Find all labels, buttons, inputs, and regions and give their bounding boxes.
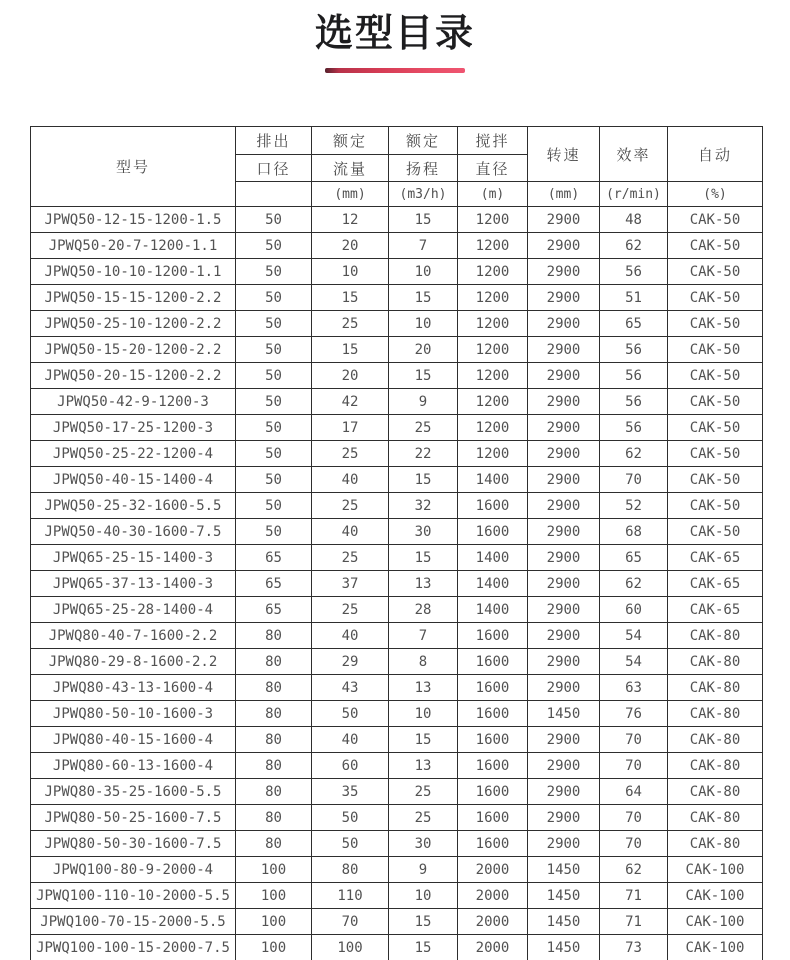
cell-efficiency: 64 [600,779,668,805]
cell-mixing-diameter: 1600 [458,493,528,519]
cell-outlet-diameter: 50 [236,441,312,467]
cell-efficiency: 70 [600,805,668,831]
cell-rated-flow: 25 [312,493,389,519]
cell-rated-flow: 43 [312,675,389,701]
cell-speed: 2900 [528,285,600,311]
cell-rated-head: 30 [389,519,458,545]
cell-speed: 2900 [528,363,600,389]
cell-model: JPWQ50-25-32-1600-5.5 [31,493,236,519]
cell-coupler: CAK-80 [668,623,763,649]
cell-model: JPWQ80-35-25-1600-5.5 [31,779,236,805]
cell-mixing-diameter: 1600 [458,727,528,753]
cell-speed: 2900 [528,545,600,571]
cell-coupler: CAK-100 [668,857,763,883]
cell-efficiency: 54 [600,649,668,675]
cell-model: JPWQ100-80-9-2000-4 [31,857,236,883]
cell-rated-head: 10 [389,259,458,285]
cell-speed: 2900 [528,831,600,857]
table-row [31,519,763,545]
cell-speed: 2900 [528,727,600,753]
cell-mixing-diameter: 2000 [458,857,528,883]
cell-speed: 2900 [528,311,600,337]
cell-model: JPWQ50-42-9-1200-3 [31,389,236,415]
cell-rated-flow: 70 [312,909,389,935]
cell-rated-flow: 10 [312,259,389,285]
cell-rated-flow: 25 [312,311,389,337]
cell-rated-head: 15 [389,909,458,935]
cell-efficiency: 70 [600,727,668,753]
cell-speed: 2900 [528,779,600,805]
table-row [31,285,763,311]
cell-speed: 2900 [528,571,600,597]
cell-mixing-diameter: 1200 [458,285,528,311]
cell-rated-head: 15 [389,285,458,311]
cell-rated-head: 20 [389,337,458,363]
cell-mixing-diameter: 1400 [458,545,528,571]
cell-efficiency: 56 [600,389,668,415]
cell-rated-head: 15 [389,935,458,960]
header-efficiency: 效率 [600,127,668,182]
cell-model: JPWQ80-40-7-1600-2.2 [31,623,236,649]
cell-mixing-diameter: 1600 [458,779,528,805]
header-mix-unit: (mm) [528,182,600,207]
cell-outlet-diameter: 100 [236,883,312,909]
cell-mixing-diameter: 1600 [458,805,528,831]
table-row [31,909,763,935]
cell-outlet-diameter: 50 [236,467,312,493]
header-head-line2: 扬程 [389,155,458,182]
page-title: 选型目录 [314,13,475,55]
cell-speed: 2900 [528,597,600,623]
cell-mixing-diameter: 1600 [458,519,528,545]
cell-model: JPWQ65-37-13-1400-3 [31,571,236,597]
cell-rated-head: 8 [389,649,458,675]
header-efficiency-unit: (%) [668,182,763,207]
table-row [31,207,763,233]
cell-rated-head: 9 [389,389,458,415]
table-row [31,727,763,753]
table-row [31,935,763,960]
cell-outlet-diameter: 50 [236,363,312,389]
cell-mixing-diameter: 1400 [458,597,528,623]
table-row [31,675,763,701]
cell-rated-head: 32 [389,493,458,519]
cell-mixing-diameter: 1600 [458,701,528,727]
cell-rated-flow: 25 [312,597,389,623]
cell-efficiency: 65 [600,311,668,337]
cell-outlet-diameter: 65 [236,597,312,623]
cell-rated-flow: 17 [312,415,389,441]
cell-efficiency: 70 [600,753,668,779]
cell-model: JPWQ50-20-7-1200-1.1 [31,233,236,259]
cell-efficiency: 56 [600,363,668,389]
cell-speed: 2900 [528,415,600,441]
header-outlet-line1: 排出 [236,127,312,155]
cell-outlet-diameter: 50 [236,259,312,285]
cell-efficiency: 71 [600,883,668,909]
cell-coupler: CAK-80 [668,727,763,753]
cell-rated-head: 25 [389,415,458,441]
cell-rated-flow: 60 [312,753,389,779]
cell-coupler: CAK-50 [668,311,763,337]
cell-efficiency: 68 [600,519,668,545]
cell-rated-head: 15 [389,545,458,571]
header-mix-line1: 搅拌 [458,127,528,155]
cell-mixing-diameter: 1600 [458,753,528,779]
cell-efficiency: 73 [600,935,668,960]
cell-mixing-diameter: 1200 [458,311,528,337]
cell-rated-flow: 110 [312,883,389,909]
header-flow-line1: 额定 [312,127,389,155]
cell-rated-head: 10 [389,311,458,337]
cell-speed: 2900 [528,493,600,519]
table-row [31,363,763,389]
cell-mixing-diameter: 2000 [458,909,528,935]
cell-outlet-diameter: 100 [236,857,312,883]
cell-mixing-diameter: 1600 [458,649,528,675]
cell-model: JPWQ50-40-15-1400-4 [31,467,236,493]
cell-speed: 2900 [528,441,600,467]
cell-mixing-diameter: 2000 [458,935,528,960]
cell-model: JPWQ100-70-15-2000-5.5 [31,909,236,935]
table-row [31,233,763,259]
cell-model: JPWQ50-15-15-1200-2.2 [31,285,236,311]
table-row [31,259,763,285]
table-row [31,467,763,493]
cell-rated-head: 13 [389,675,458,701]
cell-rated-flow: 100 [312,935,389,960]
table-row [31,311,763,337]
cell-mixing-diameter: 1200 [458,441,528,467]
cell-outlet-diameter: 50 [236,233,312,259]
cell-rated-flow: 15 [312,337,389,363]
cell-coupler: CAK-50 [668,337,763,363]
cell-speed: 2900 [528,519,600,545]
header-model-unit [236,182,312,207]
cell-rated-flow: 40 [312,727,389,753]
header-speed-unit: (r/min) [600,182,668,207]
cell-model: JPWQ50-15-20-1200-2.2 [31,337,236,363]
cell-speed: 1450 [528,935,600,960]
cell-rated-head: 10 [389,883,458,909]
cell-model: JPWQ50-40-30-1600-7.5 [31,519,236,545]
cell-model: JPWQ65-25-15-1400-3 [31,545,236,571]
cell-efficiency: 56 [600,415,668,441]
table-row [31,831,763,857]
cell-rated-flow: 12 [312,207,389,233]
cell-speed: 2900 [528,233,600,259]
cell-model: JPWQ80-43-13-1600-4 [31,675,236,701]
header-outlet-unit: (mm) [312,182,389,207]
cell-efficiency: 70 [600,831,668,857]
cell-outlet-diameter: 65 [236,571,312,597]
table-row [31,337,763,363]
cell-model: JPWQ80-50-25-1600-7.5 [31,805,236,831]
cell-efficiency: 62 [600,441,668,467]
cell-rated-head: 30 [389,831,458,857]
cell-efficiency: 76 [600,701,668,727]
cell-efficiency: 62 [600,571,668,597]
cell-rated-flow: 50 [312,831,389,857]
cell-model: JPWQ50-20-15-1200-2.2 [31,363,236,389]
cell-coupler: CAK-50 [668,207,763,233]
cell-speed: 1450 [528,909,600,935]
cell-efficiency: 52 [600,493,668,519]
cell-mixing-diameter: 1200 [458,363,528,389]
cell-outlet-diameter: 80 [236,701,312,727]
cell-efficiency: 60 [600,597,668,623]
cell-rated-flow: 25 [312,441,389,467]
cell-model: JPWQ80-29-8-1600-2.2 [31,649,236,675]
cell-rated-flow: 29 [312,649,389,675]
cell-speed: 1450 [528,883,600,909]
cell-outlet-diameter: 80 [236,727,312,753]
cell-efficiency: 65 [600,545,668,571]
cell-rated-head: 22 [389,441,458,467]
cell-coupler: CAK-50 [668,363,763,389]
cell-model: JPWQ80-60-13-1600-4 [31,753,236,779]
cell-speed: 1450 [528,857,600,883]
cell-coupler: CAK-50 [668,389,763,415]
cell-rated-flow: 15 [312,285,389,311]
table-row [31,805,763,831]
cell-mixing-diameter: 1200 [458,207,528,233]
cell-outlet-diameter: 50 [236,519,312,545]
table-row [31,779,763,805]
cell-model: JPWQ80-40-15-1600-4 [31,727,236,753]
cell-coupler: CAK-80 [668,675,763,701]
cell-rated-flow: 50 [312,701,389,727]
cell-efficiency: 51 [600,285,668,311]
cell-coupler: CAK-80 [668,753,763,779]
table-row [31,753,763,779]
cell-model: JPWQ100-100-15-2000-7.5 [31,935,236,960]
cell-model: JPWQ50-25-22-1200-4 [31,441,236,467]
cell-model: JPWQ50-25-10-1200-2.2 [31,311,236,337]
table-row [31,597,763,623]
cell-model: JPWQ50-10-10-1200-1.1 [31,259,236,285]
cell-coupler: CAK-50 [668,415,763,441]
cell-rated-flow: 42 [312,389,389,415]
cell-coupler: CAK-65 [668,571,763,597]
cell-coupler: CAK-80 [668,701,763,727]
header-outlet-line2: 口径 [236,155,312,182]
cell-outlet-diameter: 80 [236,649,312,675]
cell-rated-flow: 40 [312,467,389,493]
header-head-line1: 额定 [389,127,458,155]
cell-efficiency: 56 [600,259,668,285]
cell-rated-head: 25 [389,805,458,831]
cell-rated-flow: 35 [312,779,389,805]
table-row [31,623,763,649]
cell-mixing-diameter: 1600 [458,831,528,857]
table-row [31,883,763,909]
cell-model: JPWQ50-12-15-1200-1.5 [31,207,236,233]
cell-outlet-diameter: 100 [236,935,312,960]
cell-model: JPWQ80-50-30-1600-7.5 [31,831,236,857]
cell-outlet-diameter: 50 [236,285,312,311]
cell-outlet-diameter: 50 [236,389,312,415]
cell-outlet-diameter: 50 [236,207,312,233]
cell-model: JPWQ100-110-10-2000-5.5 [31,883,236,909]
cell-outlet-diameter: 50 [236,493,312,519]
table-row [31,441,763,467]
cell-outlet-diameter: 80 [236,623,312,649]
cell-rated-flow: 80 [312,857,389,883]
cell-outlet-diameter: 65 [236,545,312,571]
table-row [31,571,763,597]
header-coupler: 自动 [668,127,763,182]
cell-coupler: CAK-65 [668,545,763,571]
cell-speed: 2900 [528,623,600,649]
cell-mixing-diameter: 1200 [458,259,528,285]
cell-rated-head: 28 [389,597,458,623]
cell-outlet-diameter: 80 [236,675,312,701]
cell-speed: 1450 [528,701,600,727]
cell-model: JPWQ50-17-25-1200-3 [31,415,236,441]
cell-speed: 2900 [528,753,600,779]
cell-outlet-diameter: 80 [236,779,312,805]
cell-efficiency: 70 [600,467,668,493]
cell-mixing-diameter: 1600 [458,623,528,649]
cell-speed: 2900 [528,467,600,493]
cell-rated-head: 15 [389,467,458,493]
cell-speed: 2900 [528,649,600,675]
cell-speed: 2900 [528,207,600,233]
cell-outlet-diameter: 80 [236,753,312,779]
cell-mixing-diameter: 1200 [458,233,528,259]
cell-coupler: CAK-100 [668,935,763,960]
cell-efficiency: 63 [600,675,668,701]
cell-coupler: CAK-50 [668,467,763,493]
cell-speed: 2900 [528,337,600,363]
cell-mixing-diameter: 1200 [458,415,528,441]
cell-speed: 2900 [528,259,600,285]
cell-mixing-diameter: 2000 [458,883,528,909]
cell-coupler: CAK-80 [668,649,763,675]
header-model: 型号 [31,127,236,207]
cell-rated-flow: 37 [312,571,389,597]
table-row [31,545,763,571]
table-row [31,701,763,727]
cell-rated-head: 25 [389,779,458,805]
cell-coupler: CAK-50 [668,233,763,259]
cell-rated-flow: 40 [312,623,389,649]
cell-coupler: CAK-80 [668,831,763,857]
cell-speed: 2900 [528,389,600,415]
table-row [31,649,763,675]
selection-table [30,126,763,960]
cell-model: JPWQ80-50-10-1600-3 [31,701,236,727]
cell-efficiency: 71 [600,909,668,935]
cell-coupler: CAK-100 [668,909,763,935]
cell-mixing-diameter: 1200 [458,337,528,363]
cell-efficiency: 54 [600,623,668,649]
cell-outlet-diameter: 80 [236,805,312,831]
cell-rated-head: 15 [389,207,458,233]
header-speed: 转速 [528,127,600,182]
cell-coupler: CAK-80 [668,779,763,805]
cell-rated-head: 10 [389,701,458,727]
cell-rated-flow: 20 [312,363,389,389]
header-head-unit: (m) [458,182,528,207]
cell-mixing-diameter: 1600 [458,675,528,701]
table-body [31,207,763,960]
cell-outlet-diameter: 50 [236,311,312,337]
cell-outlet-diameter: 50 [236,337,312,363]
cell-mixing-diameter: 1400 [458,467,528,493]
header-flow-line2: 流量 [312,155,389,182]
cell-mixing-diameter: 1200 [458,389,528,415]
cell-coupler: CAK-50 [668,493,763,519]
cell-rated-head: 7 [389,233,458,259]
header-mix-line2: 直径 [458,155,528,182]
cell-efficiency: 62 [600,233,668,259]
cell-rated-head: 15 [389,363,458,389]
cell-coupler: CAK-80 [668,805,763,831]
title-underline [325,68,465,73]
cell-rated-flow: 40 [312,519,389,545]
cell-outlet-diameter: 80 [236,831,312,857]
cell-efficiency: 48 [600,207,668,233]
cell-model: JPWQ65-25-28-1400-4 [31,597,236,623]
cell-outlet-diameter: 50 [236,415,312,441]
cell-outlet-diameter: 100 [236,909,312,935]
cell-coupler: CAK-100 [668,883,763,909]
cell-coupler: CAK-50 [668,519,763,545]
cell-efficiency: 56 [600,337,668,363]
cell-rated-flow: 50 [312,805,389,831]
table-row [31,857,763,883]
cell-coupler: CAK-50 [668,285,763,311]
cell-rated-head: 9 [389,857,458,883]
cell-mixing-diameter: 1400 [458,571,528,597]
table-header [31,127,763,207]
cell-rated-head: 13 [389,753,458,779]
cell-rated-flow: 25 [312,545,389,571]
cell-coupler: CAK-50 [668,259,763,285]
cell-coupler: CAK-65 [668,597,763,623]
cell-rated-head: 15 [389,727,458,753]
cell-coupler: CAK-50 [668,441,763,467]
table-row [31,415,763,441]
header-flow-unit: (m3/h) [389,182,458,207]
cell-efficiency: 62 [600,857,668,883]
cell-speed: 2900 [528,805,600,831]
table-row [31,389,763,415]
cell-rated-flow: 20 [312,233,389,259]
cell-speed: 2900 [528,675,600,701]
cell-rated-head: 13 [389,571,458,597]
cell-rated-head: 7 [389,623,458,649]
table-row [31,493,763,519]
